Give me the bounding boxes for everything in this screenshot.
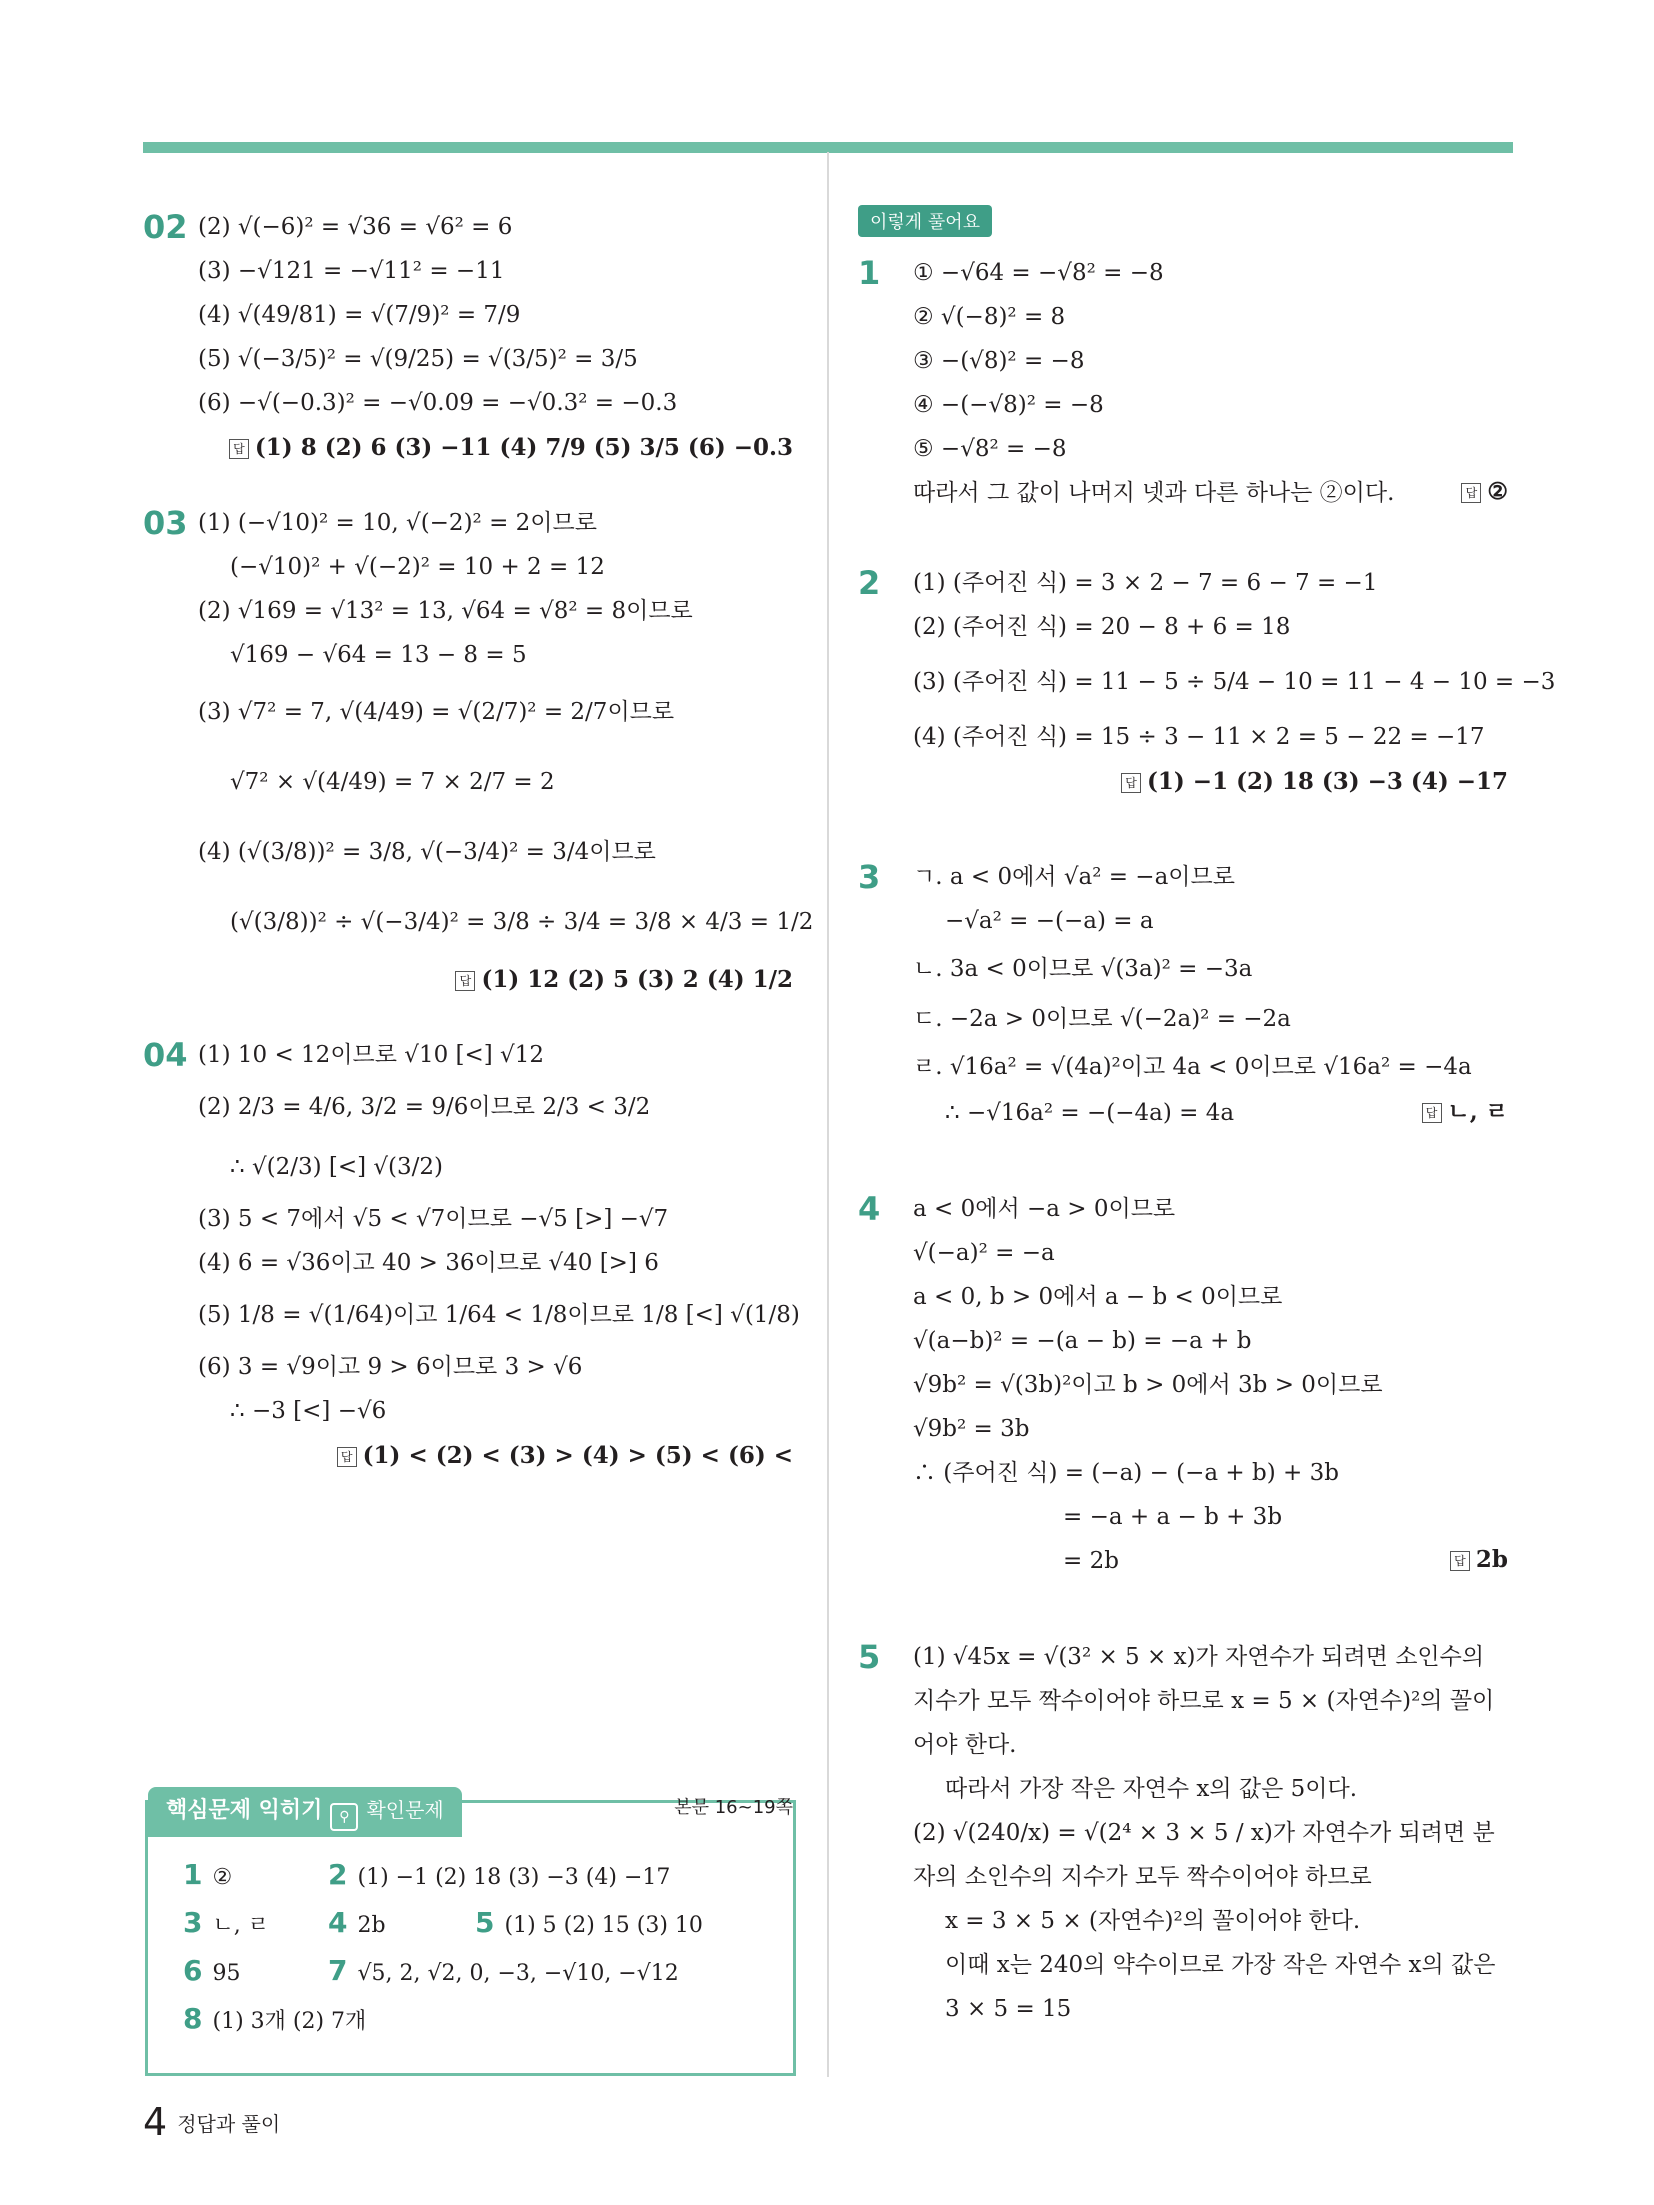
solution-line: (6) 3 = √9이고 9 > 6이므로 3 > √6 bbox=[198, 1354, 583, 1380]
solution-line: 따라서 가장 작은 자연수 x의 값은 5이다. bbox=[945, 1776, 1358, 1802]
solution-line: a < 0, b > 0에서 a − b < 0이므로 bbox=[913, 1284, 1283, 1310]
solution-line: (1) √45x = √(3² × 5 × x)가 자연수가 되려면 소인수의 지수가 모두 짝수이어야 하므로 x = 5 × (자연수)²의 꼴이어야 한다. bbox=[913, 1644, 1495, 1758]
solution-line: (2) √(−6)² = √36 = √6² = 6 bbox=[198, 214, 513, 240]
answer-line bbox=[913, 759, 1508, 805]
solution-tag: 이렇게 풀어요 bbox=[858, 205, 992, 237]
answer-text: ㄴ, ㄹ bbox=[1447, 1098, 1508, 1125]
solution-line: 따라서 그 값이 나머지 넷과 다른 하나는 ②이다. bbox=[913, 480, 1395, 506]
box-item: 6 95 bbox=[183, 1954, 241, 1987]
solution-line: ② √(−8)² = 8 bbox=[913, 304, 1066, 330]
solution-line: (1) (−√10)² = 10, √(−2)² = 2이므로 bbox=[198, 510, 597, 536]
problem-number: 04 bbox=[143, 1036, 188, 1074]
solution-line: ∴ −3 [<] −√6 bbox=[230, 1398, 387, 1424]
solution-line: (3) √7² = 7, √(4/49) = √(2/7)² = 2/7이므로 bbox=[198, 699, 675, 725]
solution-line: (4) √(49/81) = √(7/9)² = 7/9 bbox=[198, 302, 521, 328]
problem-number: 4 bbox=[858, 1190, 881, 1228]
box-page-reference: 본문 16~19쪽 bbox=[674, 1797, 793, 1818]
solution-line: (4) (주어진 식) = 15 ÷ 3 − 11 × 2 = 5 − 22 = −17 bbox=[913, 724, 1485, 750]
page-number: 4 bbox=[143, 2100, 168, 2144]
solution-line: (−√10)² + √(−2)² = 10 + 2 = 12 bbox=[230, 554, 605, 580]
solution-line: (2) √(240/x) = √(2⁴ × 3 × 5 / x)가 자연수가 되려면 분자의 소인수의 지수가 모두 짝수이어야 하므로 bbox=[913, 1820, 1495, 1890]
solution-line: (2) (주어진 식) = 20 − 8 + 6 = 18 bbox=[913, 614, 1291, 640]
solution-line: ① −√64 = −√8² = −8 bbox=[913, 260, 1164, 286]
page-footer bbox=[143, 2100, 280, 2144]
problem-03 bbox=[143, 501, 814, 1003]
solution-line: ③ −(√8)² = −8 bbox=[913, 348, 1085, 374]
solution-line: (√(3/8))² ÷ √(−3/4)² = 3/8 ÷ 3/4 = 3/8 × 4/3 = 1/2 bbox=[230, 909, 814, 935]
answer-icon: 답 bbox=[1422, 1103, 1442, 1123]
solution-line: = −a + a − b + 3b bbox=[1063, 1504, 1283, 1530]
problem-5 bbox=[858, 1635, 1508, 2031]
solution-line: ㄷ. −2a > 0이므로 √(−2a)² = −2a bbox=[913, 1006, 1291, 1032]
solution-line: ∴ (주어진 식) = (−a) − (−a + b) + 3b bbox=[913, 1460, 1339, 1486]
solution-line: ㄱ. a < 0에서 √a² = −a이므로 bbox=[913, 864, 1235, 890]
solution-line: ⑤ −√8² = −8 bbox=[913, 436, 1067, 462]
problem-number: 3 bbox=[858, 858, 881, 896]
answer-icon: 답 bbox=[455, 971, 475, 991]
solution-line: (2) √169 = √13² = 13, √64 = √8² = 8이므로 bbox=[198, 598, 693, 624]
box-item: 2 (1) −1 (2) 18 (3) −3 (4) −17 bbox=[328, 1858, 671, 1891]
problem-number: 02 bbox=[143, 208, 188, 246]
solution-line: (3) 5 < 7에서 √5 < √7이므로 −√5 [>] −√7 bbox=[198, 1206, 669, 1232]
box-subtitle: 확인문제 bbox=[366, 1798, 444, 1822]
key-problems-box bbox=[145, 1797, 796, 2076]
answer-text: (1) −1 (2) 18 (3) −3 (4) −17 bbox=[1147, 768, 1508, 795]
problem-3 bbox=[858, 855, 1508, 1135]
problem-number: 03 bbox=[143, 504, 188, 542]
solution-line: a < 0에서 −a > 0이므로 bbox=[913, 1196, 1176, 1222]
solution-line: (3) (주어진 식) = 11 − 5 ÷ 5/4 − 10 = 11 − 4 − 10 = −3 bbox=[913, 669, 1556, 695]
answer-line bbox=[198, 1433, 793, 1479]
solution-line: (1) (주어진 식) = 3 × 2 − 7 = 6 − 7 = −1 bbox=[913, 570, 1378, 596]
solution-line: √7² × √(4/49) = 7 × 2/7 = 2 bbox=[230, 769, 555, 795]
answer-line bbox=[198, 957, 793, 1003]
answer-text: (1) 8 (2) 6 (3) −11 (4) 7/9 (5) 3/5 (6) −0.3 bbox=[254, 434, 793, 461]
footer-label: 정답과 풀이 bbox=[177, 2112, 281, 2136]
box-item: 3 ㄴ, ㄹ bbox=[183, 1906, 269, 1939]
solution-line: (2) 2/3 = 4/6, 3/2 = 9/6이므로 2/3 < 3/2 bbox=[198, 1094, 651, 1120]
answer-text: (1) < (2) < (3) > (4) > (5) < (6) < bbox=[362, 1442, 793, 1469]
solution-line: √9b² = 3b bbox=[913, 1416, 1030, 1442]
answer-icon: 답 bbox=[1450, 1551, 1470, 1571]
problem-number: 2 bbox=[858, 564, 881, 602]
answer-icon: 답 bbox=[229, 439, 249, 459]
right-column bbox=[858, 205, 1556, 2049]
solution-line: ㄹ. √16a² = √(4a)²이고 4a < 0이므로 √16a² = −4a bbox=[913, 1054, 1472, 1080]
solution-line: √(a−b)² = −(a − b) = −a + b bbox=[913, 1328, 1252, 1354]
problem-number: 1 bbox=[858, 254, 881, 292]
answer-line bbox=[913, 1537, 1508, 1583]
box-header bbox=[148, 1787, 462, 1837]
solution-line: ∴ √(2/3) [<] √(3/2) bbox=[230, 1154, 444, 1180]
answer-line bbox=[198, 425, 793, 471]
solution-line: x = 3 × 5 × (자연수)²의 꼴이어야 한다. bbox=[945, 1908, 1361, 1934]
solution-line: 이때 x는 240의 약수이므로 가장 작은 자연수 x의 값은 bbox=[945, 1952, 1496, 1978]
solution-line: ④ −(−√8)² = −8 bbox=[913, 392, 1104, 418]
solution-line: (5) 1/8 = √(1/64)이고 1/64 < 1/8이므로 1/8 [<] √(1/8) bbox=[198, 1302, 800, 1328]
solution-line: 3 × 5 = 15 bbox=[945, 1996, 1072, 2022]
box-item: 5 (1) 5 (2) 15 (3) 10 bbox=[475, 1906, 703, 1939]
solution-line: (6) −√(−0.3)² = −√0.09 = −√0.3² = −0.3 bbox=[198, 390, 678, 416]
answer-icon: 답 bbox=[1461, 483, 1481, 503]
problem-2 bbox=[858, 561, 1556, 805]
magnifier-icon: ⚲ bbox=[330, 1803, 358, 1831]
answer-text: (1) 12 (2) 5 (3) 2 (4) 1/2 bbox=[481, 966, 793, 993]
answer-icon: 답 bbox=[337, 1447, 357, 1467]
solution-line: √9b² = √(3b)²이고 b > 0에서 3b > 0이므로 bbox=[913, 1372, 1383, 1398]
box-item: 4 2b bbox=[328, 1906, 386, 1939]
problem-02 bbox=[143, 205, 793, 471]
solution-line: ㄴ. 3a < 0이므로 √(3a)² = −3a bbox=[913, 956, 1253, 982]
problem-1 bbox=[858, 251, 1508, 515]
problem-04 bbox=[143, 1033, 800, 1479]
problem-number: 5 bbox=[858, 1638, 881, 1676]
solution-line: (5) √(−3/5)² = √(9/25) = √(3/5)² = 3/5 bbox=[198, 346, 638, 372]
box-item: 8 (1) 3개 (2) 7개 bbox=[183, 2002, 367, 2035]
solution-line: (4) (√(3/8))² = 3/8, √(−3/4)² = 3/4이므로 bbox=[198, 839, 656, 865]
problem-4 bbox=[858, 1187, 1508, 1583]
answer-icon: 답 bbox=[1121, 773, 1141, 793]
left-column bbox=[143, 205, 814, 1497]
solution-line: √(−a)² = −a bbox=[913, 1240, 1055, 1266]
solution-line: (1) 10 < 12이므로 √10 [<] √12 bbox=[198, 1042, 544, 1068]
solution-line: = 2b bbox=[1063, 1548, 1119, 1574]
box-title: 핵심문제 익히기 bbox=[166, 1798, 323, 1823]
solution-line: (3) −√121 = −√11² = −11 bbox=[198, 258, 505, 284]
box-item: 7 √5, 2, √2, 0, −3, −√10, −√12 bbox=[328, 1954, 679, 1987]
solution-line: √169 − √64 = 13 − 8 = 5 bbox=[230, 642, 527, 668]
column-divider bbox=[827, 152, 829, 2077]
answer-text: ② bbox=[1487, 478, 1508, 505]
box-item: 1 ② bbox=[183, 1858, 233, 1891]
solution-line: −√a² = −(−a) = a bbox=[945, 908, 1154, 934]
answer-text: 2b bbox=[1475, 1546, 1508, 1573]
solution-line: ∴ −√16a² = −(−4a) = 4a bbox=[945, 1100, 1235, 1126]
solution-line: (4) 6 = √36이고 40 > 36이므로 √40 [>] 6 bbox=[198, 1250, 659, 1276]
